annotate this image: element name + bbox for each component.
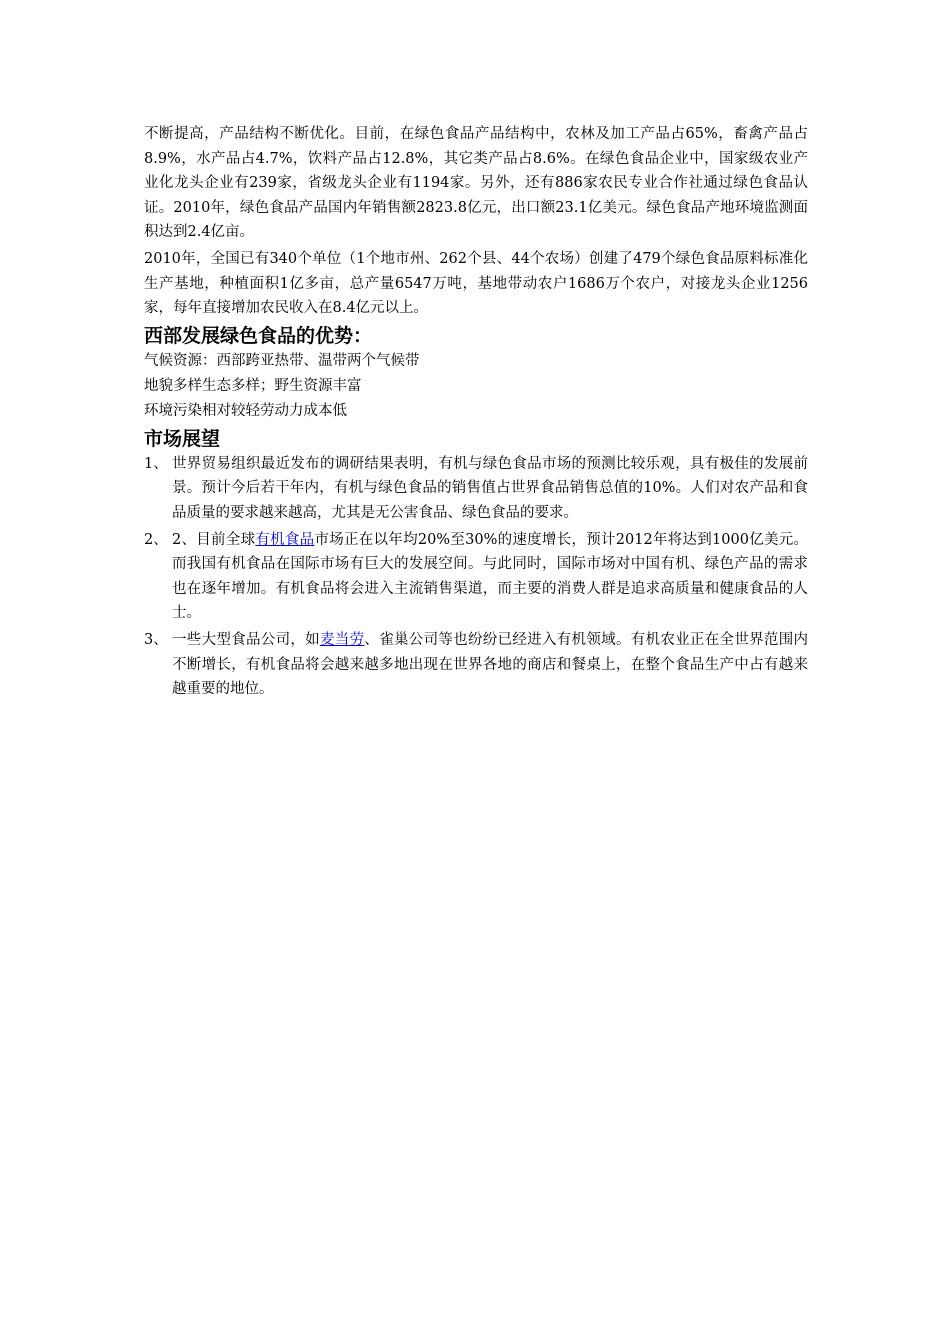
list-item-text: 世界贸易组织最近发布的调研结果表明，有机与绿色食品市场的预测比较乐观，具有极佳的发展前景。预计今后若干年内，有机与绿色食品的销售值占世界食品销售总值的10%。人们对农产品和食品质量的要求越来越高，尤其是无公害食品、绿色食品的要求。 — [172, 455, 808, 521]
list-item — [144, 452, 808, 526]
list-item-number: 1、 — [144, 455, 168, 472]
document-page — [144, 122, 808, 704]
market-outlook-heading: 市场展望 — [144, 427, 221, 450]
intro-paragraph-1: 不断提高，产品结构不断优化。目前，在绿色食品产品结构中，农林及加工产品占65%，畜禽产品占8.9%，水产品占4.7%，饮料产品占12.8%，其它类产品占8.6%。在绿色食品企业中，国家级农业产业化龙头企业有239家，省级龙头企业有1194家。另外，还有886家农民专业合作社通过绿色食品认证。2010年，绿色食品产品国内年销售额2823.8亿元，出口额23.1亿美元。绿色食品产地环境监测面积达到2.4亿亩。 — [144, 126, 808, 241]
intro-paragraph-2: 2010年，全国已有340个单位（1个地市州、262个县、44个农场）创建了479个绿色食品原料标准化生产基地，种植面积1亿多亩，总产量6547万吨，基地带动农户1686万个农户，对接龙头企业1256家，每年直接增加农民收入在8.4亿元以上。 — [144, 250, 808, 317]
list-item-text-before: 2、目前全球 — [172, 531, 256, 548]
west-advantages-heading: 西部发展绿色食品的优势： — [144, 324, 373, 347]
list-item-number: 3、 — [144, 631, 168, 648]
west-item-environment: 环境污染相对较轻劳动力成本低 — [144, 402, 347, 419]
west-item-terrain: 地貌多样生态多样；野生资源丰富 — [144, 377, 362, 394]
organic-food-link[interactable]: 有机食品 — [255, 531, 315, 548]
list-item-text-after: 、雀巢公司等也纷纷已经进入有机领域。有机农业正在全世界范围内不断增长，有机食品将会越来越多地出现在世界各地的商店和餐桌上，在整个食品生产中占有越来越重要的地位。 — [172, 631, 809, 698]
west-item-climate: 气候资源：西部跨亚热带、温带两个气候带 — [144, 352, 420, 369]
list-item — [144, 628, 808, 702]
market-outlook-list — [144, 452, 808, 702]
mcdonalds-link[interactable]: 麦当劳 — [319, 631, 365, 648]
list-item-text-before: 一些大型食品公司，如 — [172, 631, 320, 648]
list-item-number: 2、 — [144, 531, 168, 548]
list-item-text-after: 市场正在以年均20%至30%的速度增长，预计2012年将达到1000亿美元。而我国有机食品在国际市场有巨大的发展空间。与此同时，国际市场对中国有机、绿色产品的需求也在逐年增加。有机食品将会进入主流销售渠道，而主要的消费人群是追求高质量和健康食品的人士。 — [172, 531, 809, 622]
list-item — [144, 528, 808, 626]
